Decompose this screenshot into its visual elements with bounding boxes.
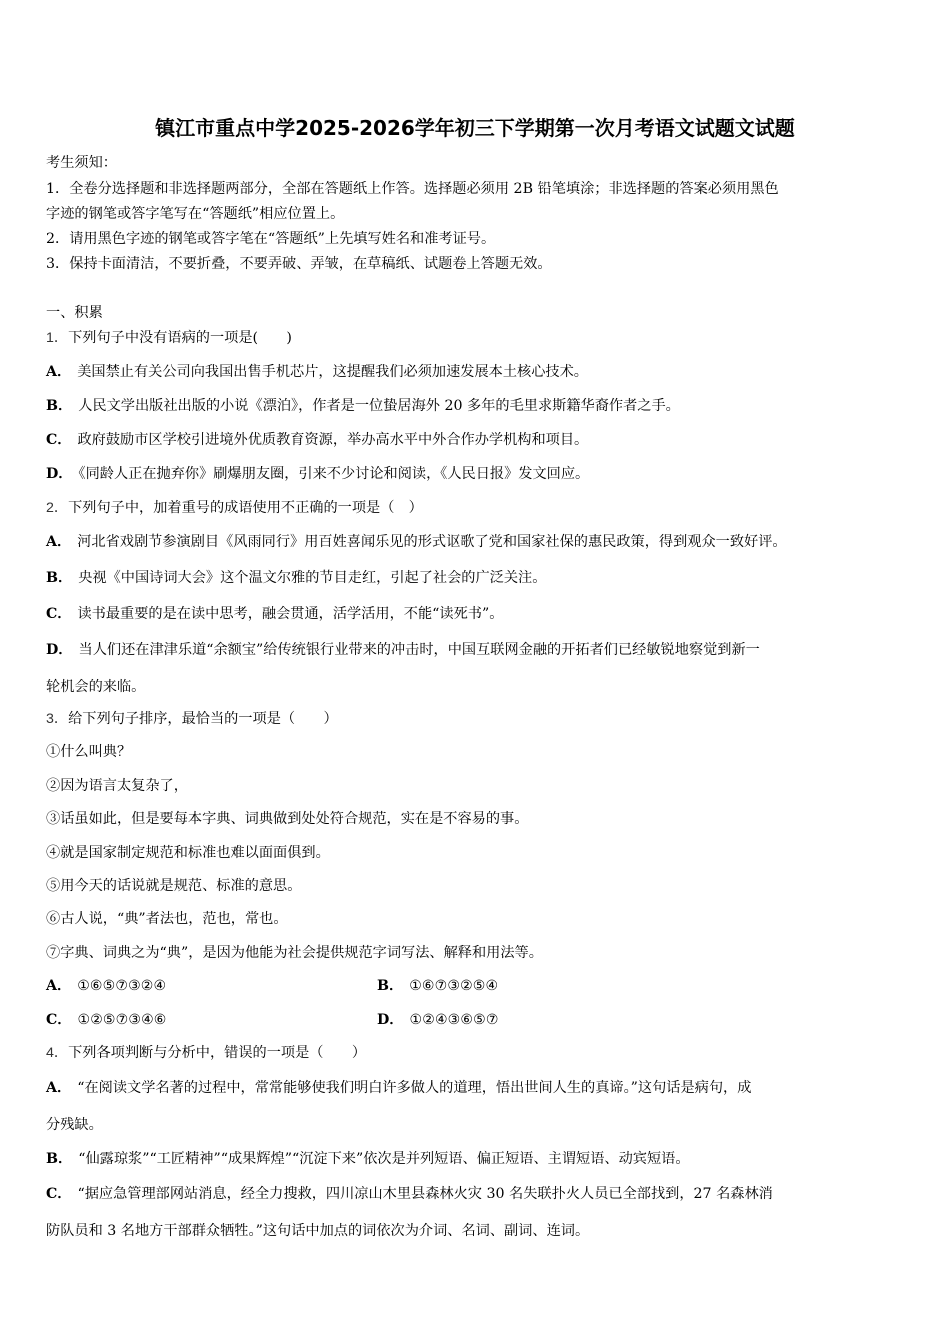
section-heading: 一、积累 [46, 305, 103, 321]
notice-line-3: 3．保持卡面清洁，不要折叠，不要弄破、弄皱，在草稿纸、试题卷上答题无效。 [46, 256, 552, 272]
q3-option-c-label: C． [46, 1012, 72, 1028]
q1-option-d-label: D． [46, 466, 73, 482]
q1-option-d-text: 《同龄人正在抛弃你》刷爆朋友圈，引来不少讨论和阅读，《人民日报》发文回应。 [78, 466, 590, 482]
q1-option-b-text: 人民文学出版社出版的小说《漂泊》，作者是一位蛰居海外 20 多年的毛里求斯籍华裔作者之手。 [78, 398, 680, 414]
notice-heading: 考生须知： [46, 155, 117, 171]
q3-sentence-6: ⑥古人说，“典”者法也，范也，常也。 [46, 911, 288, 927]
q4-number: 4． [46, 1045, 69, 1061]
q3-option-d [377, 1009, 499, 1029]
q3-option-b-text: ①⑥⑦③②⑤④ [409, 978, 499, 994]
q3-option-d-label: D． [377, 1012, 404, 1028]
q4-stem [46, 1042, 366, 1062]
q4-option-c-text: “据应急管理部网站消息，经全力搜救，四川凉山木里县森林火灾 30 名失联扑火人员已全部找到，27 名森林消 [77, 1186, 773, 1202]
q3-sentence-5: ⑤用今天的话说就是规范、标准的意思。 [46, 878, 302, 894]
q3-option-b-label: B． [377, 978, 404, 994]
q2-option-d [46, 639, 760, 659]
q1-stem-text: 下列句子中没有语病的一项是( ) [68, 330, 292, 346]
q2-option-a-text: 河北省戏剧节参演剧目《风雨同行》用百姓喜闻乐见的形式讴歌了党和国家社保的惠民政策，得到观众一致好评。 [77, 534, 787, 550]
q4-option-b-label: B． [46, 1151, 73, 1167]
q2-option-c-label: C． [46, 606, 72, 622]
q1-stem [46, 327, 292, 347]
q3-option-c [46, 1009, 167, 1029]
q2-number: 2． [46, 500, 69, 516]
q3-number: 3． [46, 711, 69, 727]
q1-option-c [46, 429, 588, 449]
q3-stem-text: 给下列句子排序，最恰当的一项是（ ） [68, 711, 338, 727]
notice-line-1: 1．全卷分选择题和非选择题两部分，全部在答题纸上作答。选择题必须用 2B 铅笔填涂；非选择题的答案必须用黑色 [46, 181, 779, 197]
q1-option-b [46, 395, 680, 415]
q1-option-d [46, 463, 589, 483]
q3-sentence-1: ①什么叫典？ [46, 744, 132, 760]
q2-option-a [46, 531, 787, 551]
q3-option-a-label: A． [46, 978, 72, 994]
q1-option-a-label: A． [46, 364, 72, 380]
notice-line-1-cont: 字迹的钢笔或答字笔写在“答题纸”相应位置上。 [46, 206, 345, 222]
q4-stem-text: 下列各项判断与分析中，错误的一项是（ ） [68, 1045, 367, 1061]
page-title: 镇江市重点中学2025-2026学年初三下学期第一次月考语文试题文试题 [155, 116, 795, 140]
q4-option-b [46, 1148, 690, 1168]
q2-option-b-text: 央视《中国诗词大会》这个温文尔雅的节目走红，引起了社会的广泛关注。 [78, 570, 547, 586]
q4-option-a-cont: 分残缺。 [46, 1117, 103, 1133]
q3-sentence-7: ⑦字典、词典之为“典”，是因为他能为社会提供规范字词写法、解释和用法等。 [46, 945, 543, 961]
q3-option-b [377, 975, 498, 995]
notice-line-2: 2．请用黑色字迹的钢笔或答字笔在“答题纸”上先填写姓名和准考证号。 [46, 231, 496, 247]
q1-number: 1． [46, 330, 69, 346]
q3-sentence-4: ④就是国家制定规范和标准也难以面面俱到。 [46, 845, 330, 861]
q2-option-c [46, 603, 503, 623]
q1-option-a [46, 361, 588, 381]
q1-option-b-label: B． [46, 398, 73, 414]
q2-option-c-text: 读书最重要的是在读中思考，融会贯通，活学活用，不能“读死书”。 [77, 606, 504, 622]
q3-option-a [46, 975, 166, 995]
q1-option-c-text: 政府鼓励市区学校引进境外优质教育资源，举办高水平中外合作办学机构和项目。 [77, 432, 589, 448]
q3-option-c-text: ①②⑤⑦③④⑥ [77, 1012, 167, 1028]
q2-option-a-label: A． [46, 534, 72, 550]
q2-stem [46, 497, 423, 517]
q3-option-d-text: ①②④③⑥⑤⑦ [409, 1012, 499, 1028]
q4-option-a-text: “在阅读文学名著的过程中，常常能够使我们明白许多做人的道理，悟出世间人生的真谛。”这句话是病句，成 [77, 1080, 752, 1096]
q2-option-d-cont: 轮机会的来临。 [46, 679, 146, 695]
q4-option-a-label: A． [46, 1080, 72, 1096]
q3-sentence-2: ②因为语言太复杂了， [46, 778, 188, 794]
q2-option-b-label: B． [46, 570, 73, 586]
q2-option-d-label: D． [46, 642, 73, 658]
q4-option-a [46, 1077, 751, 1097]
q2-stem-text: 下列句子中，加着重号的成语使用不正确的一项是（ ） [68, 500, 423, 516]
q3-sentence-3: ③话虽如此，但是要每本字典、词典做到处处符合规范，实在是不容易的事。 [46, 811, 529, 827]
q3-stem [46, 708, 338, 728]
q4-option-c [46, 1183, 773, 1203]
q4-option-c-label: C． [46, 1186, 72, 1202]
q1-option-c-label: C． [46, 432, 72, 448]
q4-option-b-text: “仙露琼浆”“工匠精神”“成果辉煌”“沉淀下来”依次是并列短语、偏正短语、主谓短语、动宾短语。 [78, 1151, 690, 1167]
q2-option-d-text: 当人们还在津津乐道“余额宝”给传统银行业带来的冲击时，中国互联网金融的开拓者们已经敏锐地察觉到新一 [78, 642, 760, 658]
q4-option-c-cont: 防队员和 3 名地方干部群众牺牲。”这句话中加点的词依次为介词、名词、副词、连词。 [46, 1223, 590, 1239]
q1-option-a-text: 美国禁止有关公司向我国出售手机芯片，这提醒我们必须加速发展本土核心技术。 [77, 364, 588, 380]
q2-option-b [46, 567, 546, 587]
q3-option-a-text: ①⑥⑤⑦③②④ [77, 978, 167, 994]
